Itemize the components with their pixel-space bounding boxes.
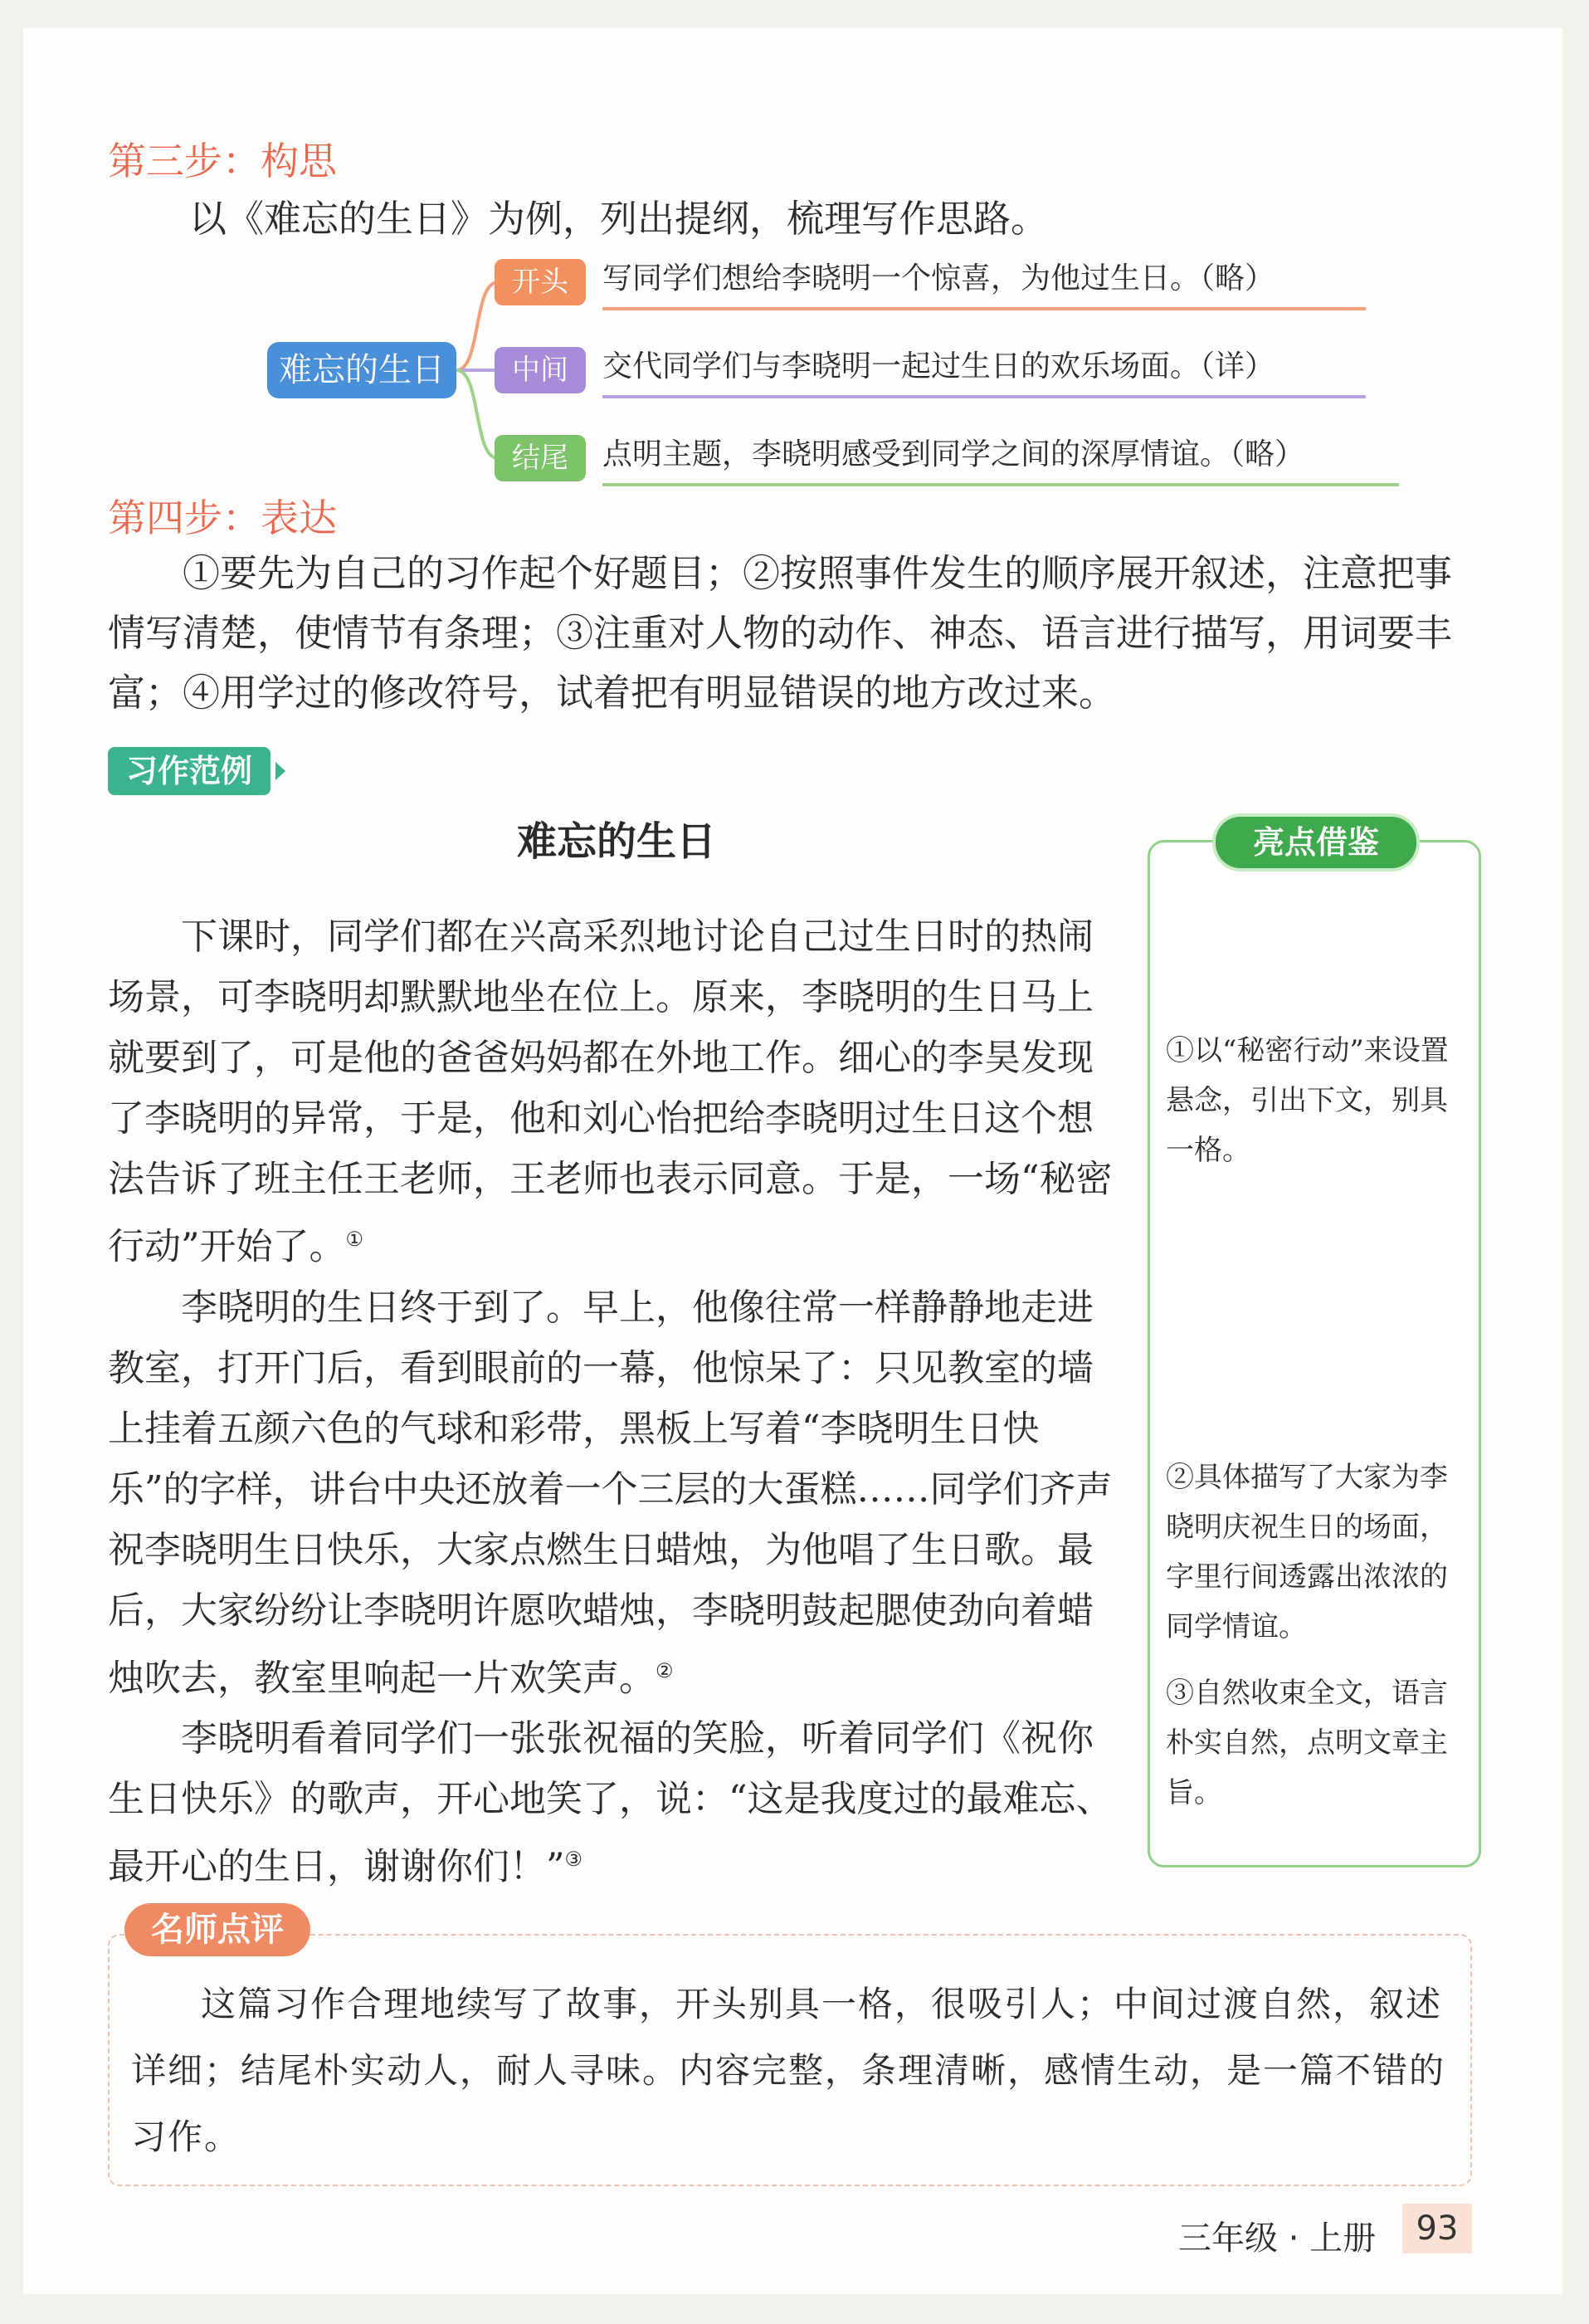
note-marker: ③ [564, 1848, 583, 1872]
badge-arrow-icon [275, 762, 285, 780]
page-number: 93 [1402, 2204, 1472, 2253]
mindmap-text-middle: 交代同学们与李晓明一起过生日的欢乐场面。（详） [602, 344, 1366, 398]
essay-title: 难忘的生日 [516, 818, 716, 865]
review-title: 名师点评 [124, 1903, 310, 1956]
essay-body [108, 906, 1125, 1897]
highlights-title: 亮点借鉴 [1216, 817, 1416, 868]
essay-paragraph: 下课时，同学们都在兴高采烈地讨论自己过生日时的热闹场景，可李晓明却默默地坐在位上。原来，李晓明的生日马上就要到了，可是他的爸爸妈妈都在外地工作。细心的李昊发现了李晓明的异常，于是，他和刘心怡把给李晓明过生日这个想法告诉了班主任王老师，王老师也表示同意。于是，一场“秘密行动”开始了。① [108, 915, 1113, 1268]
mindmap-text-opening: 写同学们想给李晓明一个惊喜，为他过生日。（略） [602, 256, 1366, 310]
example-badge: 习作范例 [108, 747, 271, 795]
essay-paragraph: 李晓明看着同学们一张张祝福的笑脸，听着同学们《祝你生日快乐》的歌声，开心地笑了，说：“这是我度过的最难忘、最开心的生日，谢谢你们！”③ [108, 1717, 1113, 1888]
step3-intro: 以《难忘的生日》为例，列出提纲，梳理写作思路。 [189, 197, 1049, 241]
step4-heading: 第四步：表达 [108, 496, 337, 540]
step4-text: ①要先为自己的习作起个好题目；②按照事件发生的顺序展开叙述，注意把事情写清楚，使情节有条理；③注重对人物的动作、神态、语言进行描写，用词要丰富；④用学过的修改符号，试着把有明显错误的地方改过来。 [108, 551, 1453, 715]
mindmap-tag-opening: 开头 [495, 259, 586, 305]
mindmap-text-ending: 点明主题，李晓明感受到同学之间的深厚情谊。（略） [602, 432, 1399, 486]
mindmap-center-node: 难忘的生日 [267, 342, 456, 398]
highlight-note-3: ③自然收束全文，语言朴实自然，点明文章主旨。 [1166, 1677, 1448, 1809]
note-marker: ① [345, 1228, 364, 1251]
note-marker: ② [656, 1658, 674, 1682]
highlight-note-1: ①以“秘密行动”来设置悬念，引出下文，别具一格。 [1166, 1034, 1449, 1167]
mindmap-tag-ending: 结尾 [495, 435, 586, 481]
step3-heading: 第三步：构思 [108, 139, 337, 183]
mindmap-tag-middle: 中间 [495, 347, 586, 393]
review-text: 这篇习作合理地续写了故事，开头别具一格，很吸引人；中间过渡自然，叙述详细；结尾朴实动人，耐人寻味。内容完整，条理清晰，感情生动，是一篇不错的习作。 [131, 1984, 1446, 2157]
grade-label: 三年级 · 上册 [1178, 2219, 1377, 2258]
highlight-note-2: ②具体描写了大家为李晓明庆祝生日的场面，字里行间透露出浓浓的同学情谊。 [1166, 1461, 1448, 1643]
essay-paragraph: 李晓明的生日终于到了。早上，他像往常一样静静地走进教室，打开门后，看到眼前的一幕，他惊呆了：只见教室的墙上挂着五颜六色的气球和彩带，黑板上写着“李晓明生日快乐”的字样，讲台中央还放着一个三层的大蛋糕……同学们齐声祝李晓明生日快乐，大家点燃生日蜡烛，为他唱了生日歌。最后，大家纷纷让李晓明许愿吹蜡烛，李晓明鼓起腮使劲向着蜡烛吹去，教室里响起一片欢笑声。② [108, 1286, 1113, 1700]
